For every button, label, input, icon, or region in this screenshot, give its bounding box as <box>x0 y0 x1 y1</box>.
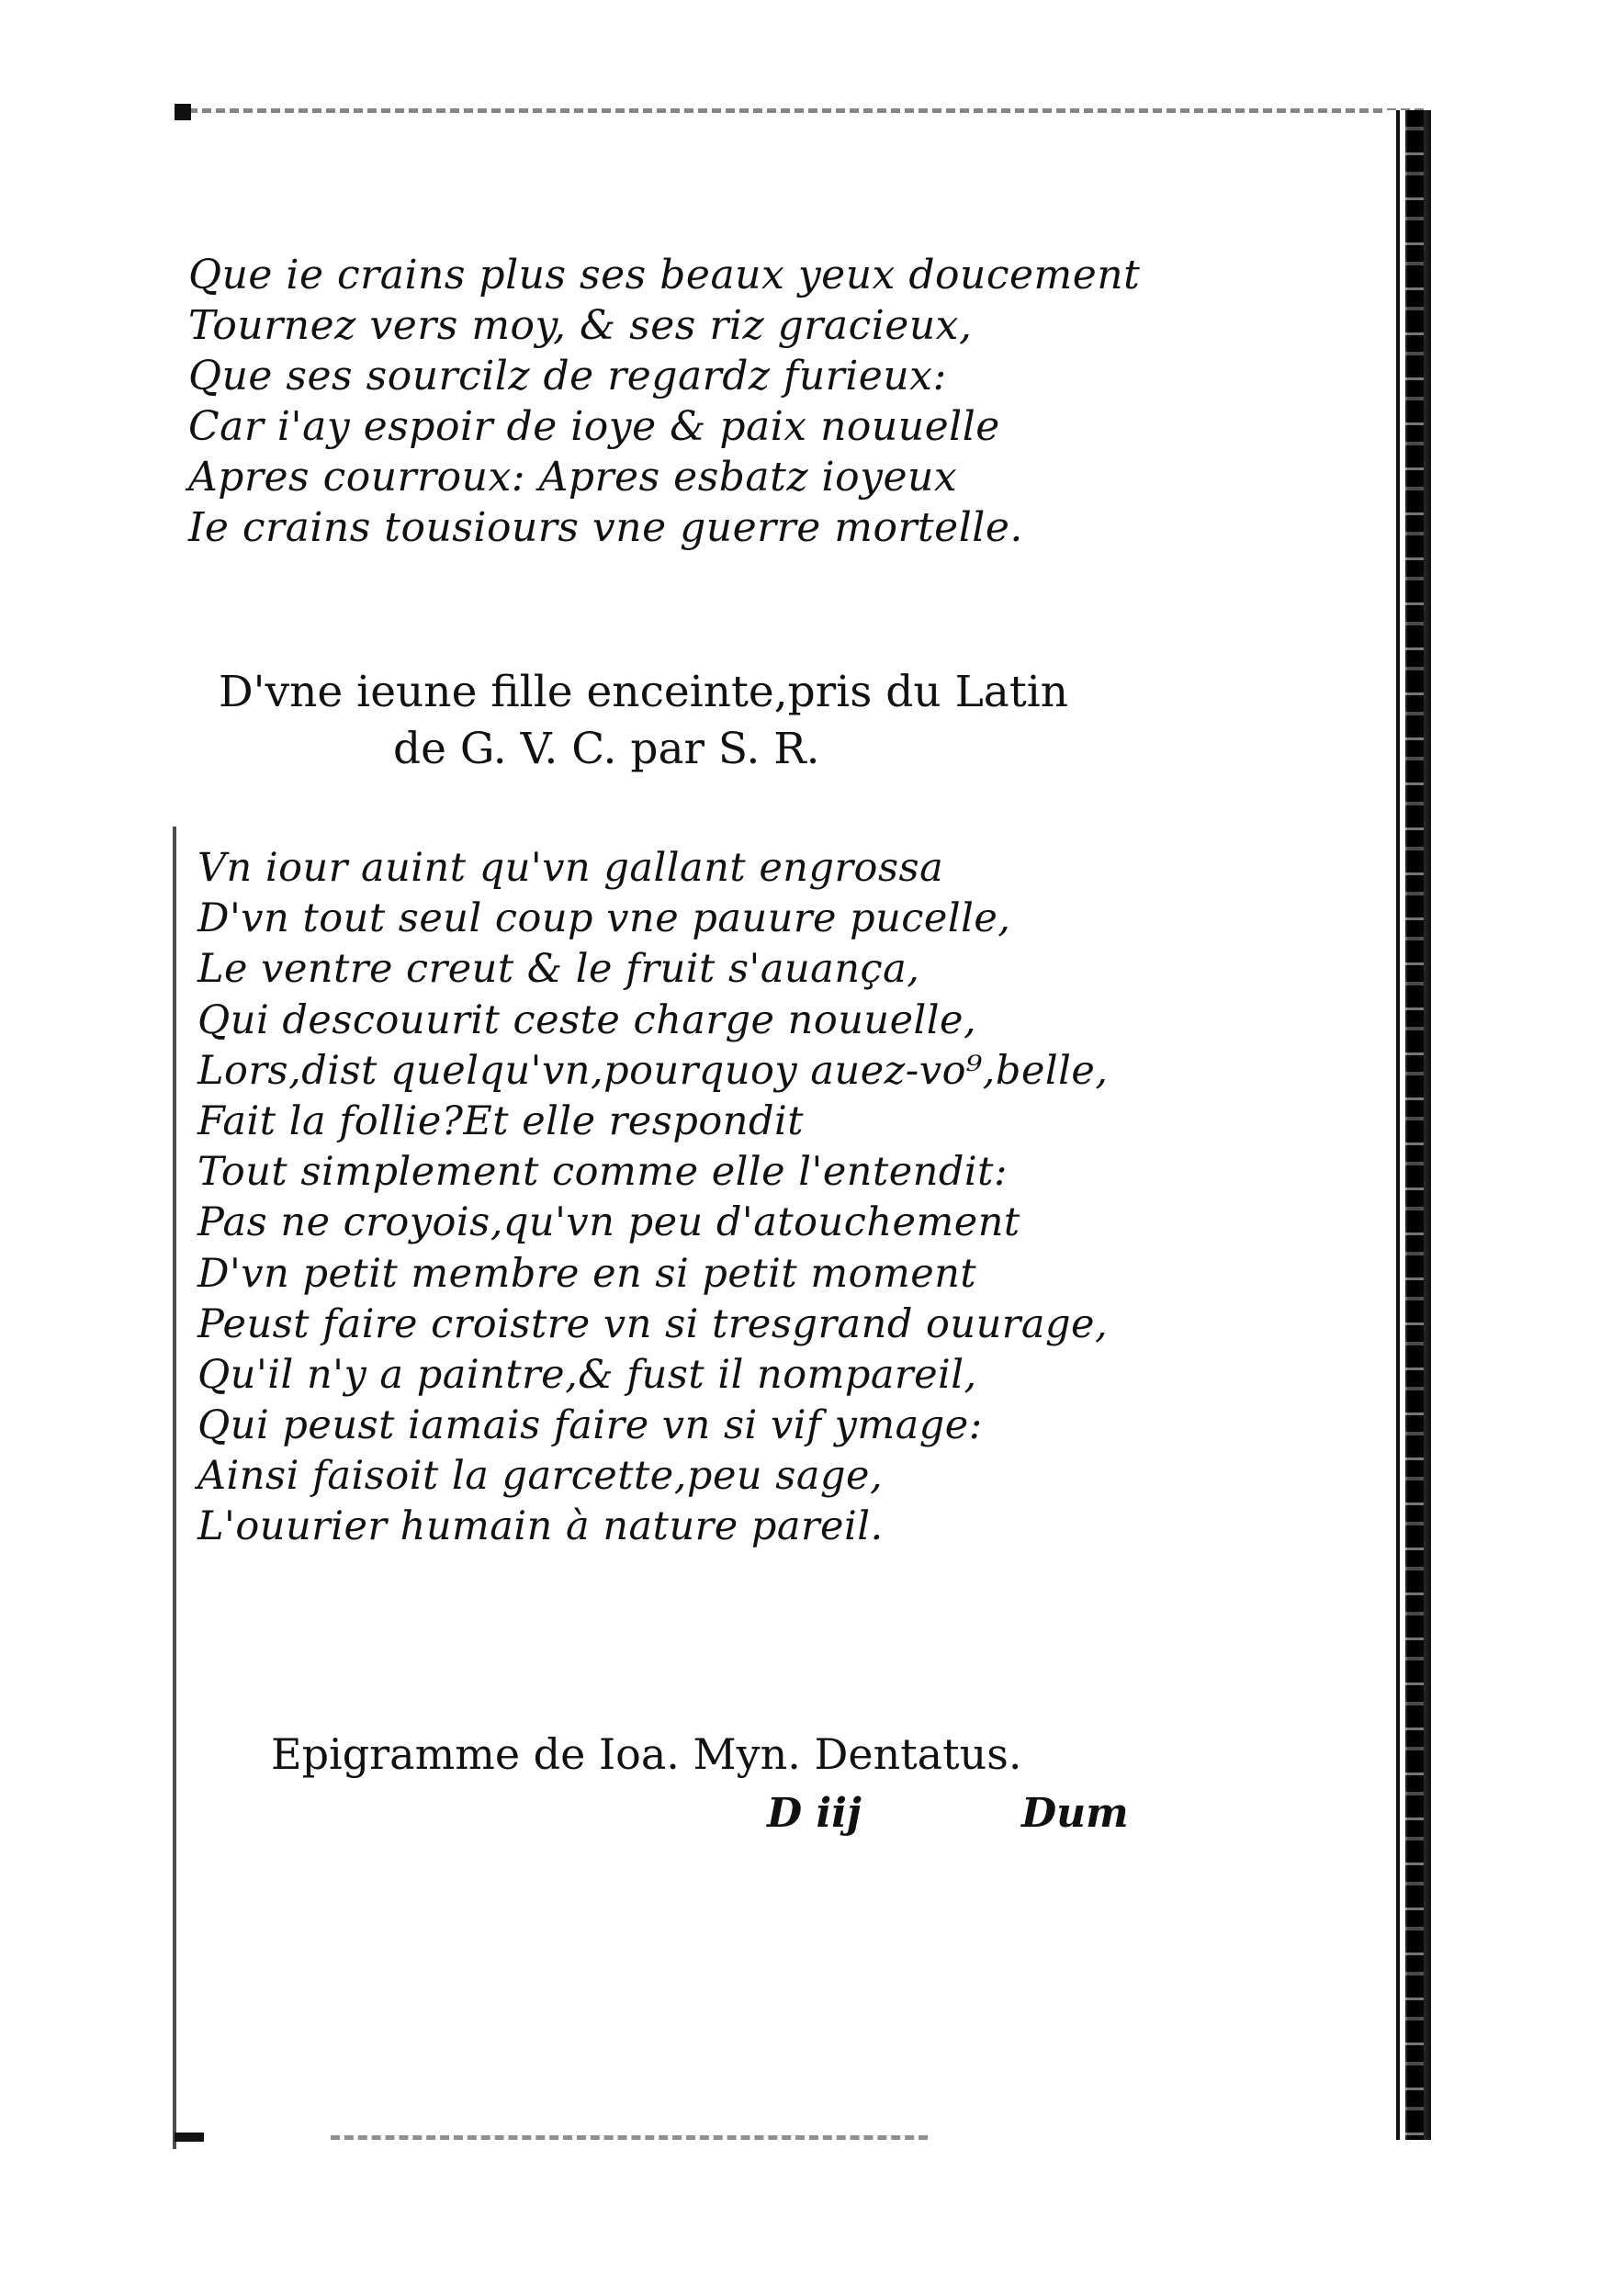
signature-mark: D iij <box>767 1790 862 1837</box>
verse-line: Pas ne croyois,qu'vn peu d'atouchement <box>197 1199 1020 1246</box>
verse-line: Fait la follie?Et elle respondit <box>197 1097 805 1144</box>
verse-line: Tout simplement comme elle l'entendit: <box>197 1149 1008 1196</box>
page-frame-top <box>175 108 1424 113</box>
page-frame-left <box>173 827 176 2149</box>
verse-line: D'vn petit membre en si petit moment <box>197 1250 977 1297</box>
verse-line: Vn iour auint qu'vn gallant engrossa <box>197 845 944 891</box>
verse-line: Que ses sourcilz de regardz furieux: <box>188 353 947 400</box>
verse-line: Qui descouurit ceste charge nouuelle, <box>197 996 977 1043</box>
verse-line: Tournez vers moy, & ses riz gracieux, <box>188 302 973 349</box>
verse-line: Lors,dist quelqu'vn,pourquoy auez-vo⁹,belle, <box>197 1047 1109 1094</box>
epigram-title: Epigramme de Ioa. Myn. Dentatus. <box>271 1729 1022 1779</box>
page-binding-shadow <box>1405 110 1424 2140</box>
scan-corner-mark-bottom <box>175 2133 204 2142</box>
verse-line: Ie crains tousiours vne guerre mortelle. <box>188 504 1023 551</box>
poem-stanza-1 <box>188 250 1140 553</box>
verse-line: Car i'ay espoir de ioye & paix nouuelle <box>188 403 1000 450</box>
verse-line: D'vn tout seul coup vne pauure pucelle, <box>197 895 1011 942</box>
verse-line: Qui peust iamais faire vn si vif ymage: <box>197 1402 983 1449</box>
page-frame-bottom <box>331 2135 928 2140</box>
poem-title: D'vne ieune fille enceinte,pris du Latin <box>219 667 1069 717</box>
scan-corner-mark <box>175 104 191 120</box>
verse-line: Apres courroux: Apres esbatz ioyeux <box>188 454 958 501</box>
poem-stanza-2 <box>197 843 1109 1553</box>
verse-line: Peust faire croistre vn si tresgrand ouurage, <box>197 1300 1109 1347</box>
verse-line: Qu'il n'y a paintre,& fust il nompareil, <box>197 1351 977 1398</box>
verse-line: Le ventre creut & le fruit s'auança, <box>197 946 920 993</box>
verse-line: Ainsi faisoit la garcette,peu sage, <box>197 1453 884 1500</box>
verse-line: Que ie crains plus ses beaux yeux doucement <box>188 252 1141 298</box>
verse-line: L'ouurier humain à nature pareil. <box>197 1503 884 1550</box>
poem-title-attribution: de G. V. C. par S. R. <box>393 724 820 774</box>
catchword: Dum <box>1021 1790 1129 1837</box>
